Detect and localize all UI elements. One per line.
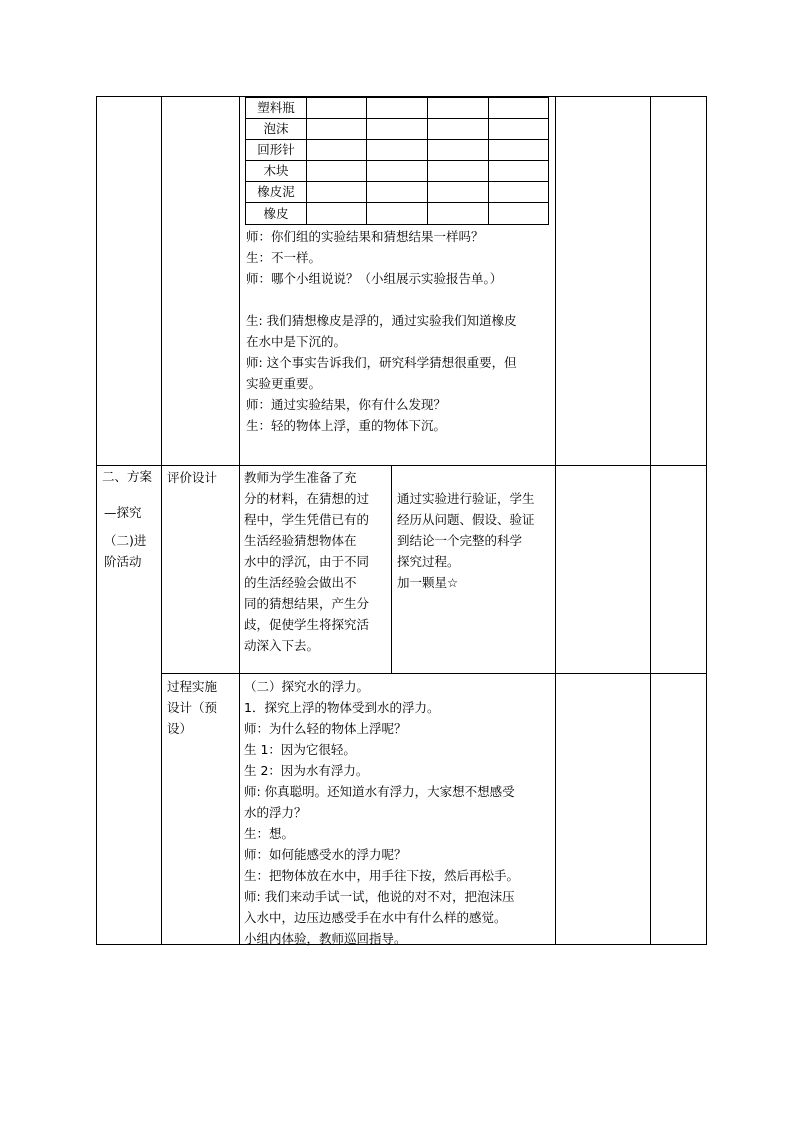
table-column-divider (391, 465, 392, 674)
material-label: 塑料瓶 (257, 100, 295, 115)
table-right-border (706, 96, 707, 945)
section-label-line: 阶活动 (104, 554, 142, 569)
process-line: 生：想。 (244, 826, 295, 841)
table-column-divider (239, 96, 240, 945)
material-label: 泡沫 (263, 121, 289, 136)
table-left-border (96, 96, 97, 945)
table-row-divider (161, 673, 707, 674)
process-line: 师: 你真聪明。还知道水有浮力，大家想不想感受 (244, 784, 515, 799)
dialogue-line: 在水中是下沉的。 (246, 334, 347, 349)
process-label: 过程实施 设计（预 设） (167, 679, 218, 736)
table-column-divider (650, 96, 651, 945)
dialogue-line (246, 289, 517, 310)
dialogue-line: 生: 我们猜想橡皮是浮的，通过实验我们知道橡皮 (246, 313, 517, 328)
dialogue-line: 师：哪个小组说说？（小组展示实验报告单。） (246, 271, 503, 286)
dialogue-line: 师: 这个事实告诉我们，研究科学猜想很重要，但 (246, 355, 517, 370)
material-label: 橡皮泥 (257, 184, 295, 199)
dialogue-line: 师：通过实验结果，你有什么发现？ (246, 397, 447, 412)
dialogue-line: 实验更重要。 (246, 376, 322, 391)
process-line: 生 1：因为它很轻。 (244, 742, 356, 757)
dialogue-line: 生：轻的物体上浮，重的物体下沉。 (246, 418, 447, 433)
process-line: 生 2：因为水有浮力。 (244, 763, 369, 778)
dialogue-line: 生：不一样。 (246, 250, 322, 265)
dialogue-line: 师：你们组的实验结果和猜想结果一样吗？ (246, 229, 484, 244)
process-line: 小组内体验，教师巡回指导。 (244, 931, 407, 946)
process-line: 1．探究上浮的物体受到水的浮力。 (244, 700, 440, 715)
evaluation-description: 教师为学生准备了充 分的材料，在猜想的过 程中，学生凭借已有的 生活经验猜想物体在 水中的浮沉，由于不同 的生活经验会做出不 同的猜想结果，产生分 歧，促使学生将探究活 动深入下去。 (244, 470, 370, 653)
process-line: 师：为什么轻的物体上浮呢？ (244, 721, 407, 736)
process-line: （二）探究水的浮力。 (244, 679, 370, 694)
process-line: 师：如何能感受水的浮力呢？ (244, 847, 407, 862)
section-label-line: （二)进 (104, 533, 147, 548)
process-line: 师: 我们来动手试一试，他说的对不对，把泡沫压 (244, 889, 515, 904)
table-row-divider (96, 465, 707, 466)
evaluation-standard: 通过实验进行验证，学生 经历从问题、假设、验证 到结论一个完整的科学 探究过程。 加一颗星☆ (397, 491, 535, 590)
section-label-line: —探究 (104, 505, 142, 520)
table-column-divider (555, 96, 556, 945)
upper-dialogue (246, 226, 517, 436)
material-label: 橡皮 (263, 206, 289, 221)
table-column-divider (161, 96, 162, 945)
material-label: 回形针 (257, 142, 295, 157)
process-line: 入水中，边压边感受手在水中有什么样的感觉。 (244, 910, 507, 925)
section-label-line: 二、方案 (102, 469, 153, 484)
evaluation-label: 评价设计 (167, 470, 218, 485)
process-line: 生：把物体放在水中，用手往下按，然后再松手。 (244, 868, 520, 883)
process-content (244, 676, 519, 949)
process-line: 水的浮力？ (244, 805, 307, 820)
material-label: 木块 (263, 163, 289, 178)
